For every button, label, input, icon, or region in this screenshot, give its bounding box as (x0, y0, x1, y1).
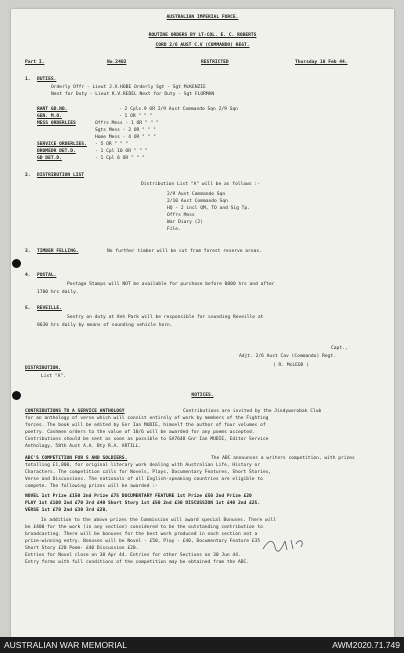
section-4-heading: POSTAL. (37, 273, 57, 278)
distribution-item: File. (167, 227, 181, 232)
section-2-heading: DISTRIBUTION LIST (37, 173, 85, 178)
notice-1-line: poetry. Cashmen orders to the value of 10/6 will be awarded for any poems accepted. (25, 430, 255, 435)
notice-1-line: for an anthology of verse which will consist entirely of work by members of the Fighting (25, 416, 269, 421)
distribution-item: 2/10 Aust Commando Sqn (167, 199, 228, 204)
section-2-number: 2. (25, 173, 31, 178)
notice-2-more: Entry forms with full conditions of the competition may be obtained from the ABC. (25, 560, 250, 565)
notice-2-line: The ABC announces a writers competition, with prizes (211, 456, 355, 461)
notice-2-more: Short Story £20 Poem- £40 Discussion £20. (25, 546, 139, 551)
order-number: No.2402 (107, 60, 127, 65)
section-5-heading: REVEILLE. (37, 306, 62, 311)
notice-1-line: Contributions should be sent as soon as possible to SA7648 Gnr Ian MUDIE, Editor Service (25, 437, 269, 442)
footer-institution: AUSTRALIAN WAR MEMORIAL (4, 640, 127, 650)
duty-detail-2: - 1 OR " " " (119, 114, 153, 119)
distribution-intro: Distribution List "A" will be as follows :- (141, 182, 260, 187)
notice-2-line: Verse and Discussions. The nationals of all English-speaking countries are eligible to (25, 477, 263, 482)
header-line-1: AUSTRALIAN IMPERIAL FORCE. (166, 15, 239, 20)
duty-label-7: DROMEDR DET.D. (37, 149, 76, 154)
signature-capt: Capt., (331, 346, 348, 351)
duty-row-1: Orderly Offr - Lieut J.V.HOBE Orderly Sgt - Sgt McKENZIE (51, 85, 206, 90)
signature-name: ( R. McLEOD ) (273, 363, 309, 368)
punch-hole (12, 259, 21, 268)
prize-line: NOVEL 1st Prize £150 2nd Prize £75 DOCUMENTARY FEATURE 1st Prize £50 2nd Prize £20 (25, 494, 252, 499)
section-4-line-1: Postage Stamps will NOT be available for purchase before 0800 hrs and after (67, 282, 275, 287)
duty-row-2: Next for Duty - Lieut K.V.REDEL Next for Duty - Sgt FLORMAN (51, 92, 215, 97)
distribution-heading: DISTRIBUTION. (25, 366, 61, 371)
distribution-list: List "A". (41, 374, 66, 379)
notice-2-line: compete. The following prizes will be awarded :- (25, 484, 158, 489)
duty-detail-5: Home Mess - 4 OR " " " (95, 135, 156, 140)
punch-hole (12, 391, 21, 400)
header-line-3: CORD 2/6 AUST C.V (COMMANDO) REGT. (155, 43, 250, 48)
notice-2-more: prize-winning entry. Bonuses will be Novel - £50, Play - £40, Documentary Feature £35 (25, 539, 261, 544)
distribution-item: HQ - 2 incl QM, TO and Sig Tp. (167, 206, 250, 211)
header-line-2: ROUTINE ORDERS BY LT-COL. E. C. ROBERTS (148, 33, 257, 38)
duty-detail-3: Offrs Mess - 1 OR " " " (95, 121, 159, 126)
distribution-item: Offrs Mess (167, 213, 195, 218)
document-page (11, 9, 394, 637)
duty-detail-6: - 5 OR " " " (95, 142, 129, 147)
duty-detail-7: - 1 Cpl 10 OR " " " (95, 149, 148, 154)
restricted-label: RESTRICTED (201, 60, 229, 65)
duty-detail-8: - 1 Cpl 6 OR " " " (95, 156, 145, 161)
duty-label-2: GEN. M.O. (37, 114, 62, 119)
notice-2-line: Characters. The competition calls for Novels, Plays, Documentary Features, Short Stories, (25, 470, 272, 475)
section-1-number: 1. (25, 77, 31, 82)
notice-2-more: be £400 for the work (in any section) considered to be the outstanding contribution to (25, 525, 263, 530)
notice-2-heading: ABC'S COMPETITION FOR S AND SOLDIERS. (25, 456, 128, 461)
notice-2-more: Entries for Novel close on 30 Apr 44. Entries for other Sections on 30 Jun 44. (25, 553, 241, 558)
notices-heading: NOTICES. (191, 393, 214, 398)
duty-detail-1: - 2 Cpls.9 OR 2/9 Aust Commando Sqn 2/9 Sqn (119, 107, 238, 112)
section-5-number: 5. (25, 306, 31, 311)
notice-2-more: In addition to the above prizes the Commission will award special Bonuses. There will (41, 518, 277, 523)
section-3-number: 3. (25, 249, 31, 254)
part-label: Part I. (25, 60, 45, 65)
order-date: Thursday 10 Feb 44. (295, 60, 348, 65)
notice-1-line: Anthology, 58th Aust A.A. Bty R.A. ARTILL. (25, 444, 142, 449)
notice-1-heading: CONTRIBUTIONS TO A SERVICE ANTHOLOGY (25, 409, 125, 414)
duty-label-3: MESS ORDERLIES (37, 121, 76, 126)
duty-label-8: GD DET.D. (37, 156, 62, 161)
prize-line: PLAY 1st £100 2nd £70 3rd £40 Short Story 1st £50 2nd £30 DISCUSSION 1st £40 2nd £25. (25, 501, 261, 506)
notice-1-line: forces. The book will be edited by Gnr Ian MUDIE, himself the author of four volumes of (25, 423, 266, 428)
section-3-text: No further timber will be cut from forest reserve areas. (107, 249, 262, 254)
distribution-item: War Diary (2) (167, 220, 203, 225)
section-3-heading: TIMBER FELLING. (37, 249, 79, 254)
notice-2-line: totalling £1,000, for original literary work dealing with Australian Life, History or (25, 463, 261, 468)
prize-line: VERSE 1st £70 2nd £30 3rd £20. (25, 508, 108, 513)
duty-label-1: RANT GD.NO. (37, 107, 68, 112)
footer-accession-number: AWM2020.71.749 (332, 640, 400, 650)
section-5-line-2: 0630 hrs daily by means of sounding vehicle horn. (37, 323, 173, 328)
footer-bar (0, 637, 404, 653)
notice-1-line: Contributions are invited by the Jindyworobak Club (183, 409, 322, 414)
notice-2-more: broadcasting. There will be bonuses for the best work produced in each section not a (25, 532, 258, 537)
section-1-heading: DUTIES. (37, 77, 57, 82)
signature (261, 535, 309, 555)
signature-adjt: Adjt. 2/6 Aust Cav (Commando) Regt. (239, 354, 336, 359)
section-4-line-2: 1700 hrs daily. (37, 290, 79, 295)
duty-detail-4: Sgts Mess - 2 OR " " " (95, 128, 156, 133)
section-5-line-1: Sentry on duty at Veh Park will be responsible for sounding Reveille at (67, 315, 264, 320)
section-4-number: 4. (25, 273, 31, 278)
duty-label-6: SERVICE ORDERLIES. (37, 142, 87, 147)
distribution-item: 2/9 Aust Commando Sqn (167, 192, 226, 197)
